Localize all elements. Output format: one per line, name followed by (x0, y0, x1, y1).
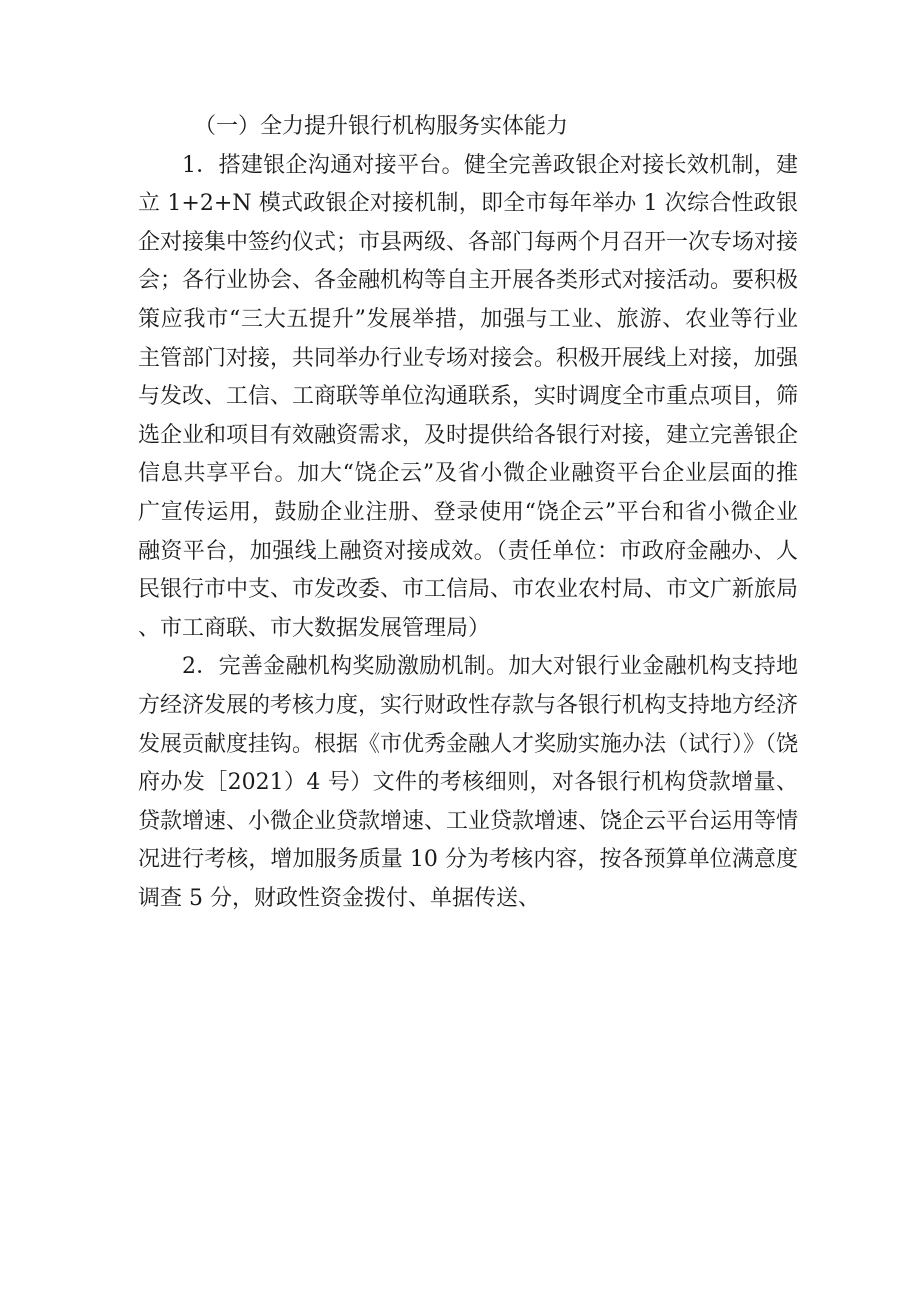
section-heading: （一）全力提升银行机构服务实体能力 (194, 114, 569, 139)
paragraph-incentive: 2．完善金融机构奖励激励机制。加大对银行业金融机构支持地方经济发展的考核力度，实行财政性存款与各银行机构支持地方经济发展贡献度挂钩。根据《市优秀金融人才奖励实施办法（试行）》（饶府办发［2021）4 号）文件的考核细则，对各银行机构贷款增量、贷款增速、小微企业贷款增速、工业贷款增速、饶企云平台运用等情况进行考核，增加服务质量 10 分为考核内容，按各预算单位满意度调查 5 分，财政性资金拨付、单据传送、 (138, 654, 799, 911)
document-body (138, 108, 798, 918)
paragraph-platform: 1．搭建银企沟通对接平台。健全完善政银企对接长效机制，建立 1+2+N 模式政银企对接机制，即全市每年举办 1 次综合性政银企对接集中签约仪式；市县两级、各部门每两个月召开一次专场对接会；各行业协会、各金融机构等自主开展各类形式对接活动。要积极策应我市“三大五提升”发展举措，加强与工业、旅游、农业等行业主管部门对接，共同举办行业专场对接会。积极开展线上对接，加强与发改、工信、工商联等单位沟通联系，实时调度全市重点项目，筛选企业和项目有效融资需求，及时提供给各银行对接，建立完善银企信息共享平台。加大“饶企云”及省小微企业融资平台企业层面的推广宣传运用，鼓励企业注册、登录使用“饶企云”平台和省小微企业融资平台，加强线上融资对接成效。（责任单位：市政府金融办、人民银行市中支、市发改委、市工信局、市农业农村局、市文广新旅局、市工商联、市大数据发展管理局） (138, 152, 799, 641)
